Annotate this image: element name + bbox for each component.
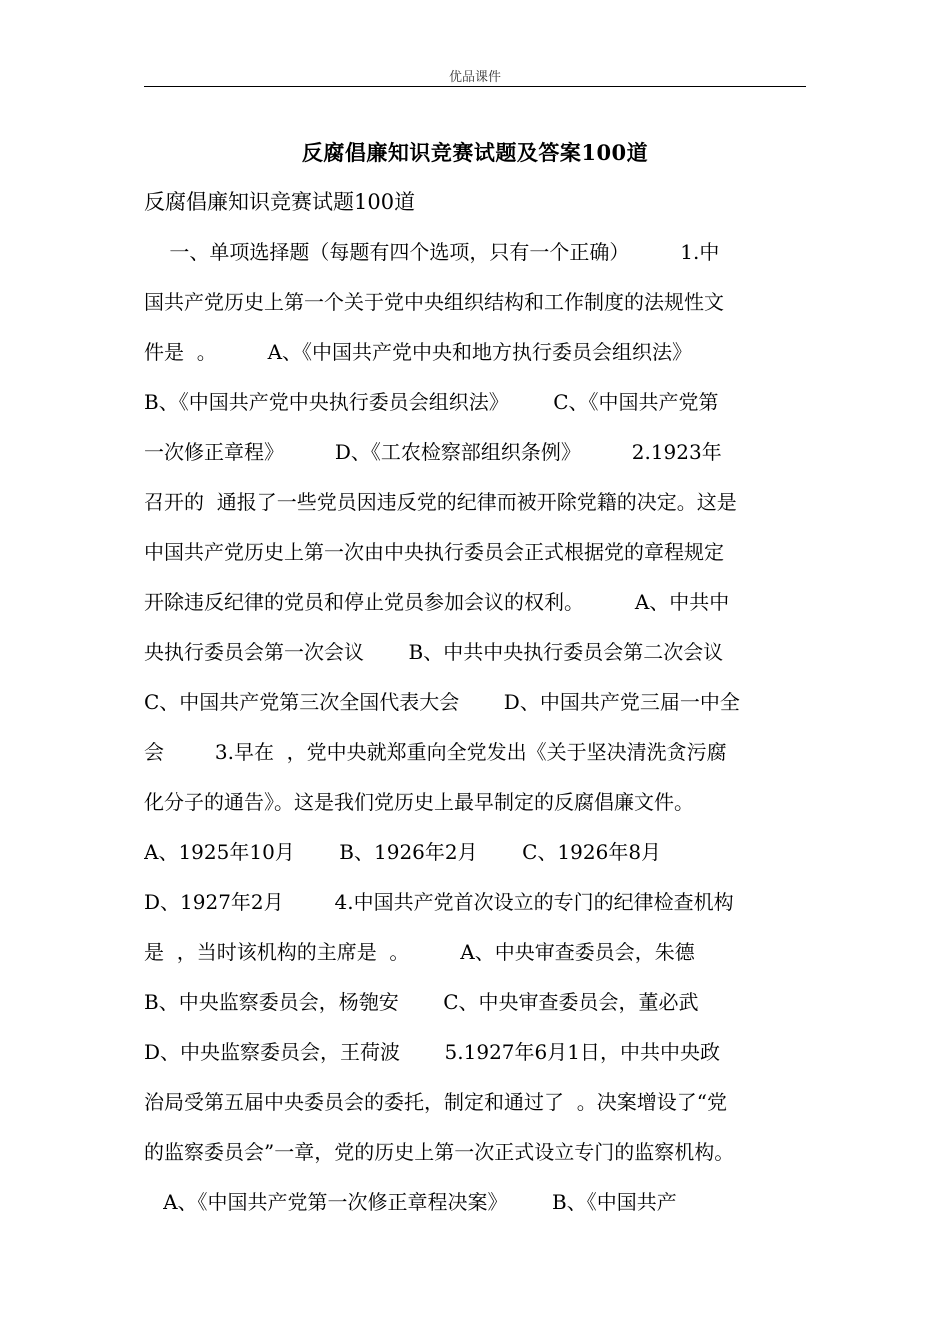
header-rule	[144, 86, 806, 87]
body-line: B、中央监察委员会，杨匏安 C、中央审查委员会，董必武	[144, 990, 699, 1014]
body-line: D、中央监察委员会，王荷波 5.1927年6月1日，中共中央政	[144, 1040, 720, 1064]
page-header: 优品课件	[448, 70, 501, 85]
body-line: C、中国共产党第三次全国代表大会 D、中国共产党三届一中全	[144, 690, 740, 714]
body-line: 央执行委员会第一次会议 B、中共中央执行委员会第二次会议	[144, 640, 724, 664]
body-line: 治局受第五届中央委员会的委托，制定和通过了 。决案增设了“党	[144, 1090, 727, 1114]
body-line: 召开的 通报了一些党员因违反党的纪律而被开除党籍的决定。这是	[144, 490, 737, 514]
body-line: 国共产党历史上第一个关于党中央组织结构和工作制度的法规性文	[144, 290, 724, 314]
body-line: B、《中国共产党中央执行委员会组织法》 C、《中国共产党第	[144, 390, 719, 414]
body-line: 化分子的通告》。这是我们党历史上最早制定的反腐倡廉文件。	[144, 790, 694, 814]
body-line: A、《中国共产党第一次修正章程决案》 B、《中国共产	[144, 1190, 677, 1214]
body-line: 开除违反纪律的党员和停止党员参加会议的权利。 A、中共中	[144, 590, 730, 614]
body-line: 是 ，当时该机构的主席是 。 A、中央审查委员会，朱德	[144, 940, 695, 964]
document-subtitle: 反腐倡廉知识竞赛试题100道	[144, 190, 416, 214]
document-body	[144, 227, 806, 1227]
body-line: 会 3.早在 ，党中央就郑重向全党发出《关于坚决清洗贪污腐	[144, 740, 727, 764]
document-title: 反腐倡廉知识竞赛试题及答案100道	[301, 140, 649, 165]
body-line: 的监察委员会”一章，党的历史上第一次正式设立专门的监察机构。	[144, 1140, 735, 1164]
body-line: 中国共产党历史上第一次由中央执行委员会正式根据党的章程规定	[144, 540, 724, 564]
body-line: 一次修正章程》 D、《工农检察部组织条例》 2.1923年	[144, 440, 722, 464]
body-line: 一、单项选择题（每题有四个选项，只有一个正确） 1.中	[144, 240, 720, 264]
body-line: A、1925年10月 B、1926年2月 C、1926年8月	[144, 840, 662, 864]
body-line: 件是 。 A、《中国共产党中央和地方执行委员会组织法》	[144, 340, 693, 364]
body-line: D、1927年2月 4.中国共产党首次设立的专门的纪律检查机构	[144, 890, 734, 914]
